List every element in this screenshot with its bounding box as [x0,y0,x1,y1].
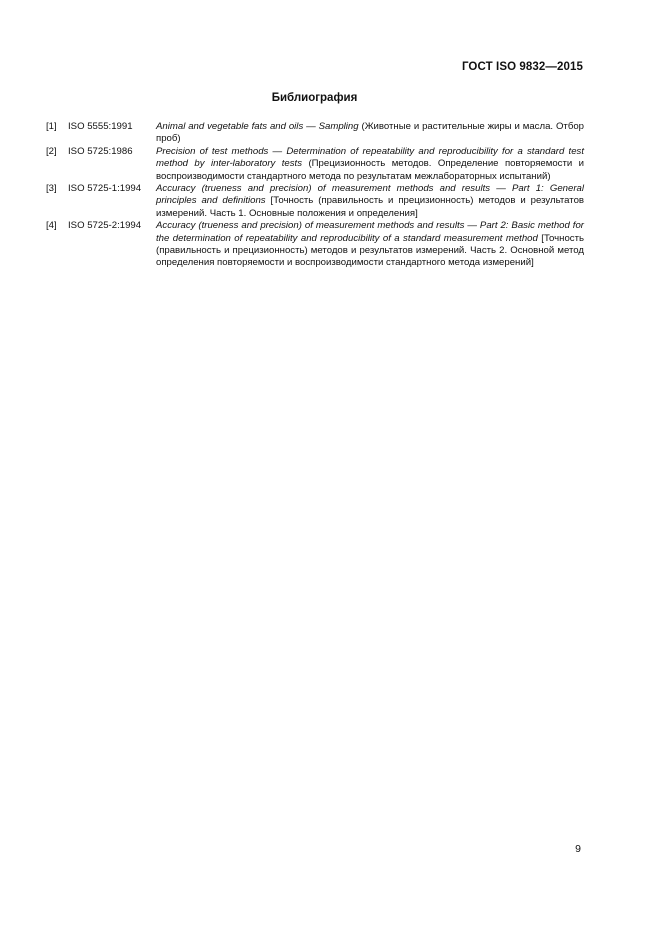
page-number: 9 [575,843,581,855]
reference-title-en: Accuracy (trueness and precision) of measurement methods and results — Part 1: General principles and definitions [156,183,584,207]
reference-title-ru: [Точность (правильность и прецизионность) методов и результатов измерений. Часть 1. Основные положения и определения] [156,195,584,219]
reference-code: ISO 5555:1991 [68,121,133,132]
reference-item [46,183,584,220]
reference-number: [3] [46,183,57,195]
reference-number: [2] [46,145,57,157]
reference-title-ru: [Точность (правильность и прецизионность) методов и результатов измерений. Часть 2. Основной метод определения повторяемости и воспроизводимости стандартного метода измерений] [156,232,584,269]
reference-number: [4] [46,220,57,232]
reference-text [156,121,584,146]
reference-text [156,220,584,270]
reference-code: ISO 5725:1986 [68,145,133,157]
reference-item [46,146,584,183]
reference-text [156,183,584,220]
reference-title-ru: (Животные и растительные жиры и масла. Отбор проб) [156,121,584,145]
reference-number: [1] [46,121,57,132]
reference-title-en: Accuracy (trueness and precision) of measurement methods and results — Part 2: Basic method for the determination of repeatability and reproducibility of a standard measurement method [156,220,584,244]
reference-text [156,146,584,183]
reference-title-en: Precision of test methods — Determination of repeatability and reproducibility for a standard test method by inter-laboratory tests [156,145,584,170]
reference-title-en: Animal and vegetable fats and oils — Sampling [156,121,359,132]
reference-title-ru: (Прецизионность методов. Определение повторяемости и воспроизводимости стандартного метода по результатам межлабораторных испытаний) [156,158,585,182]
bibliography-heading: Библиография [271,92,358,104]
reference-item [46,220,584,270]
reference-code: ISO 5725-1:1994 [68,183,142,195]
bibliography-list [46,121,584,270]
document-standard-id: ГОСТ ISO 9832—2015 [461,61,583,73]
reference-item [46,121,584,146]
reference-code: ISO 5725-2:1994 [68,220,142,232]
